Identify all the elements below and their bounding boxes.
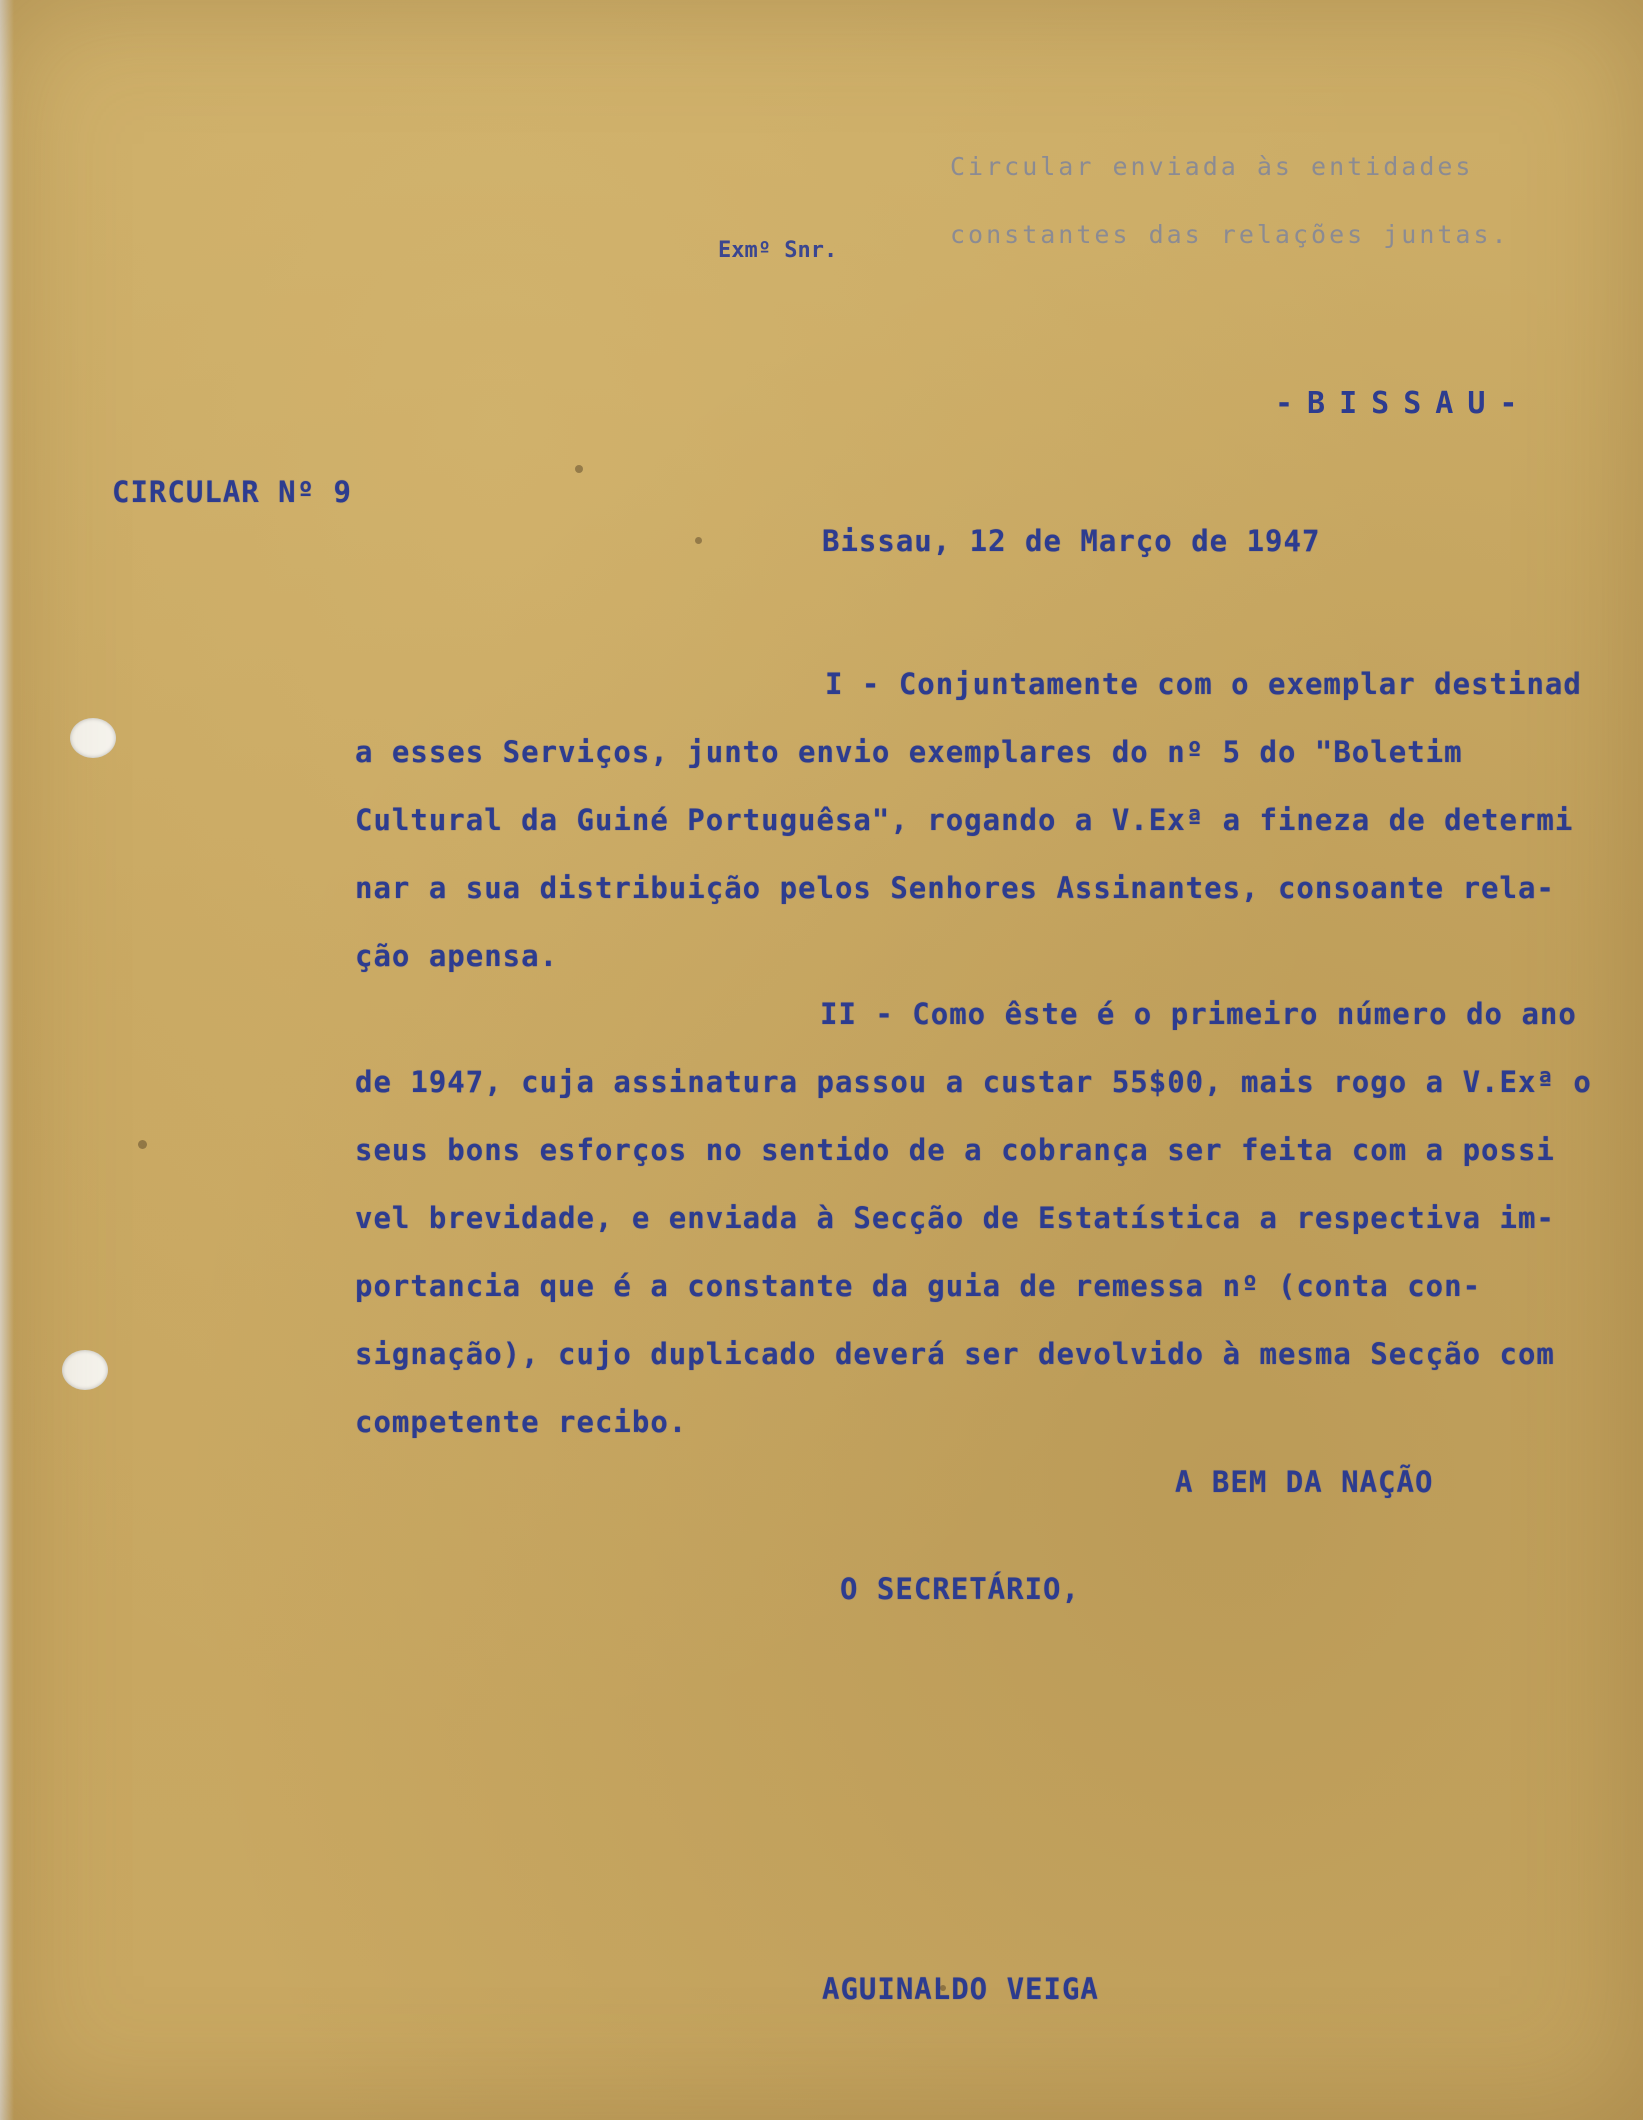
punch-hole-bottom [62, 1350, 108, 1390]
paper-speck [575, 465, 583, 473]
paragraph-2-line: portancia que é a constante da guia de remessa nº (conta con- [355, 1269, 1482, 1303]
signatory-name: AGUINALDO VEIGA [822, 1972, 1099, 2006]
closing-formula: A BEM DA NAÇÃO [1175, 1465, 1434, 1499]
paragraph-1-line: a esses Serviços, junto envio exemplares do nº 5 do "Boletim [355, 735, 1463, 769]
circular-number: CIRCULAR Nº 9 [112, 475, 352, 509]
punch-hole-top [70, 718, 116, 758]
note-line-1: Circular enviada às entidades [950, 152, 1474, 181]
paragraph-1-line: nar a sua distribuição pelos Senhores Assinantes, consoante rela- [355, 871, 1555, 905]
note-line-2: constantes das relações juntas. [950, 220, 1510, 249]
paper-speck [138, 1140, 147, 1149]
paper-speck [695, 537, 702, 544]
signatory-title: O SECRETÁRIO, [840, 1572, 1080, 1606]
paragraph-1 [355, 650, 1643, 990]
paragraph-1-line: I - Conjuntamente com o exemplar destinad [825, 667, 1582, 701]
place-header: -BISSAU- [1275, 386, 1532, 421]
paragraph-2-line: II - Como êste é o primeiro número do ano [820, 997, 1577, 1031]
salutation: Exmº Snr. [718, 238, 838, 263]
paper-edge [0, 0, 14, 2120]
paragraph-2 [355, 980, 1643, 1456]
paragraph-2-line: seus bons esforços no sentido de a cobrança ser feita com a possi [355, 1133, 1555, 1167]
paragraph-1-line: ção apensa. [355, 939, 559, 973]
date-line: Bissau, 12 de Março de 1947 [822, 524, 1321, 558]
paragraph-2-line: competente recibo. [355, 1405, 688, 1439]
paragraph-2-line: vel brevidade, e enviada à Secção de Estatística a respectiva im- [355, 1201, 1555, 1235]
paragraph-2-line: signação), cujo duplicado deverá ser devolvido à mesma Secção com [355, 1337, 1555, 1371]
paragraph-1-line: Cultural da Guiné Portuguêsa", rogando a V.Exª a fineza de determi [355, 803, 1574, 837]
paragraph-2-line: de 1947, cuja assinatura passou a custar 55$00, mais rogo a V.Exª o [355, 1065, 1592, 1099]
